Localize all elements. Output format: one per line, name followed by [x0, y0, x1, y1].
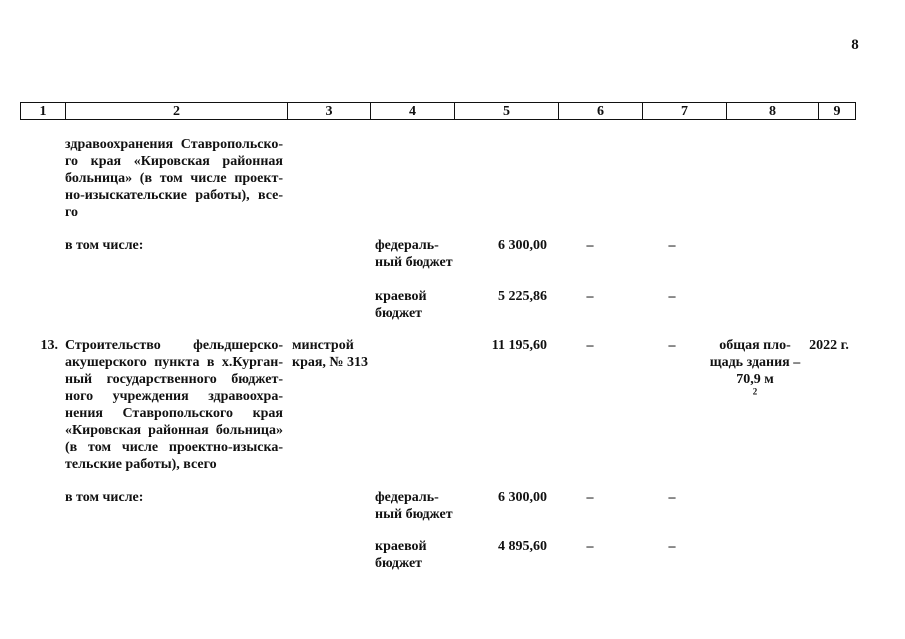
row-col7-dash: – — [668, 490, 676, 505]
row-amount: 5 225,86 — [498, 289, 547, 304]
row-col7-dash: – — [668, 289, 676, 304]
col-header-1: 1 — [21, 103, 66, 120]
col-header-2: 2 — [66, 103, 288, 120]
col-header-5: 5 — [455, 103, 559, 120]
col-header-9: 9 — [819, 103, 856, 120]
col-header-8: 8 — [727, 103, 819, 120]
row-including-label: в том числе: — [65, 490, 144, 505]
row-col6-dash: – — [586, 238, 594, 253]
row-funding-source: краевой бюджет — [375, 539, 427, 571]
row-amount: 6 300,00 — [498, 238, 547, 253]
area-text: общая пло- щадь здания – 70,9 м — [709, 338, 801, 387]
row-number: 13. — [40, 338, 58, 353]
row-year: 2022 г. — [809, 338, 849, 353]
row-col7-dash: – — [668, 338, 676, 353]
row-amount: 11 195,60 — [491, 338, 547, 353]
row-col6-dash: – — [586, 539, 594, 554]
col-header-3: 3 — [288, 103, 371, 120]
row-col6-dash: – — [586, 338, 594, 353]
row-result-indicator — [700, 337, 810, 405]
row-funding-source: федераль- ный бюджет — [375, 238, 453, 270]
row-funding-source: краевой бюджет — [375, 289, 427, 321]
row-amount: 4 895,60 — [498, 539, 547, 554]
col-header-6: 6 — [559, 103, 643, 120]
row-col7-dash: – — [668, 238, 676, 253]
row-col7-dash: – — [668, 539, 676, 554]
row-col6-dash: – — [586, 289, 594, 304]
row-including-label: в том числе: — [65, 238, 144, 253]
row-description: Строительство фельдшерско- акушерского пункта в х.Курган- ный государственного бюджет- ного учреждения здравоохра- нения Ставропольского края «Кировская районная больница» (в том числе проектно-изыска- тельские работы), всего — [65, 338, 283, 472]
col-header-4: 4 — [371, 103, 455, 120]
page-number: 8 — [851, 37, 859, 53]
row-continued-description: здравоохранения Ставропольско- го края «Кировская районная больница» (в том числе проект- но-изыскательские работы), все- го — [65, 137, 283, 220]
row-funding-source: федераль- ный бюджет — [375, 490, 453, 522]
area-unit-superscript: 2 — [752, 386, 758, 397]
row-col6-dash: – — [586, 490, 594, 505]
row-executor: минстрой края, № 313 — [292, 338, 368, 370]
col-header-7: 7 — [643, 103, 727, 120]
column-number-header — [20, 102, 856, 120]
row-amount: 6 300,00 — [498, 490, 547, 505]
